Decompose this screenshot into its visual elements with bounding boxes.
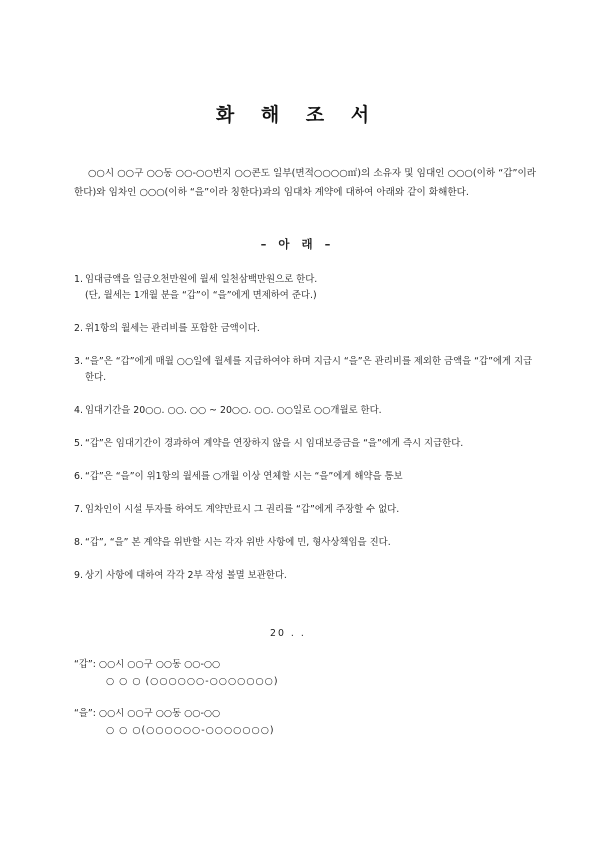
term-number: 7. [74,504,83,515]
term-item [74,436,536,452]
term-text: “갑”은 임대기간이 경과하여 계약을 연장하지 않을 시 임대보증금을 “을”에게 즉시 지급한다. [85,438,464,449]
term-text: “을”은 “갑”에게 매월 ○○일에 월세를 지급하여야 하며 지급시 “을”은 관리비를 제외한 금액을 “갑”에게 지급한다. [85,356,533,383]
terms-list [74,272,536,601]
term-number: 3. [74,356,83,367]
party-a-block [74,656,279,690]
document-title: 화 해 조 서 [215,104,380,126]
term-number: 2. [74,323,83,334]
term-number: 9. [74,570,83,581]
document-date: 20 . . [270,628,306,639]
term-subtext: (단, 월세는 1개월 분을 “갑”이 “을”에게 면제하여 준다.) [85,290,317,301]
term-number: 6. [74,471,83,482]
term-item [74,568,536,584]
party-b-address: “을”: ○○시 ○○구 ○○동 ○○-○○ [74,708,221,719]
term-text: 상기 사항에 대하여 각각 2부 작성 볼멸 보관한다. [85,570,287,581]
section-heading: – 아 래 – [260,237,335,251]
term-item [74,535,536,551]
term-number: 5. [74,438,83,449]
party-b-block [74,705,275,739]
term-item [74,354,536,386]
term-text: 임대기간을 20○○. ○○. ○○ ~ 20○○. ○○. ○○일로 ○○개월로 한다. [85,405,382,416]
term-item [74,272,536,304]
term-item [74,469,536,485]
term-number: 4. [74,405,83,416]
term-item [74,502,536,518]
term-item [74,321,536,337]
term-item [74,403,536,419]
term-text: 위1항의 월세는 관리비를 포함한 금액이다. [85,323,260,334]
party-a-name: ○ ○ ○ (○○○○○○-○○○○○○○) [106,676,279,687]
party-a-address: “갑”: ○○시 ○○구 ○○동 ○○-○○ [74,659,221,670]
term-text: “갑”, “을” 본 계약을 위반할 시는 각자 위반 사항에 민, 형사상책임을 진다. [85,537,391,548]
term-text: 임차인이 시설 투자를 하여도 계약만료시 그 권리를 “갑”에게 주장할 수 없다. [85,504,400,515]
party-b-name: ○ ○ ○(○○○○○○-○○○○○○○) [106,725,275,736]
term-number: 1. [74,274,83,285]
intro-paragraph: ○○시 ○○구 ○○동 ○○-○○번지 ○○콘도 일부(면적○○○○㎡)의 소유자 및 임대인 ○○○(이하 “갑”이라 한다)와 임차인 ○○○(이하 “을”이라 칭한다)과의 임대차 계약에 대하여 아래와 같이 화해한다. [74,167,536,198]
term-text: 임대금액을 일금오천만원에 월세 일천삼백만원으로 한다. [85,274,318,285]
term-text: “갑”은 “을”이 위1항의 월세를 ○개월 이상 연체할 시는 “을”에게 해약을 통보 [85,471,403,482]
term-number: 8. [74,537,83,548]
